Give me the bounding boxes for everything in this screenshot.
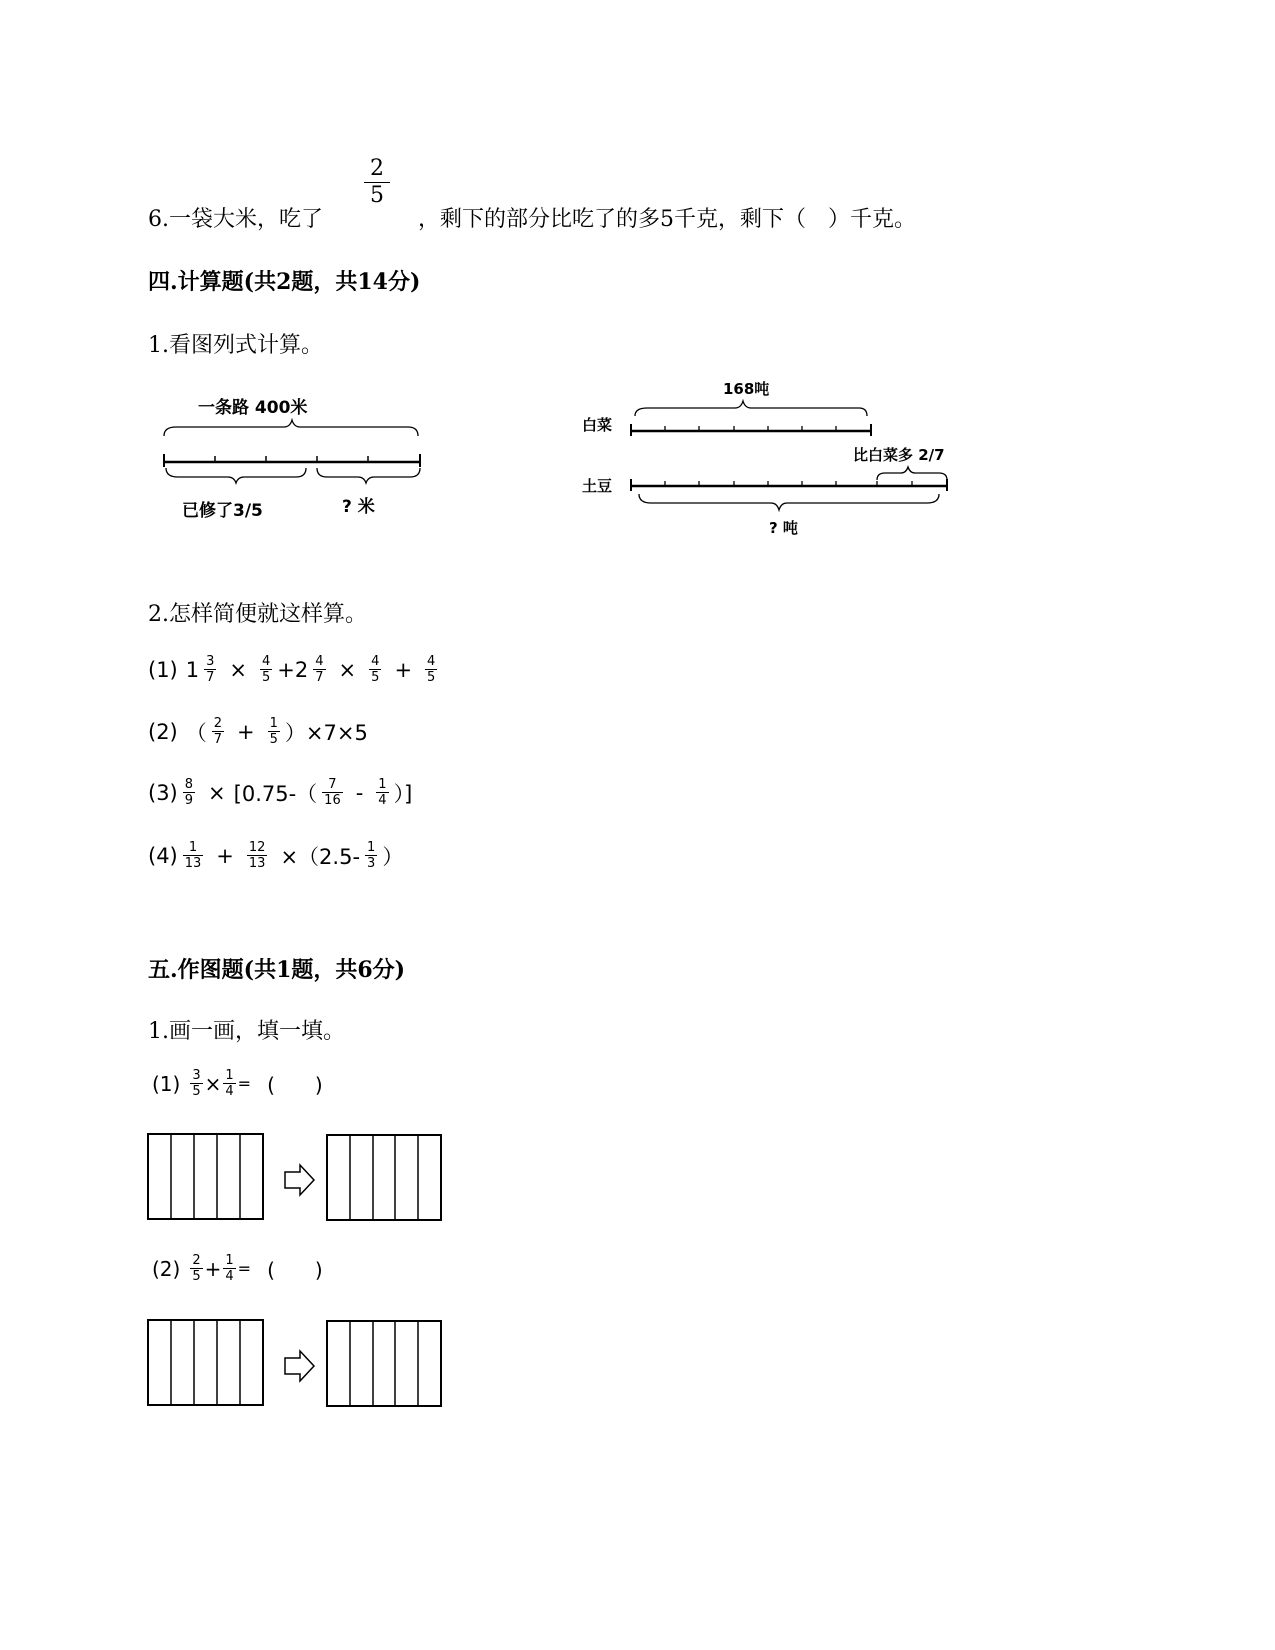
- potato-brace: [639, 494, 939, 510]
- fraction: $\frac{12}{13}$: [248, 840, 266, 871]
- cabbage-total-label: 168吨: [723, 380, 770, 398]
- mixed-number: +2: [277, 657, 309, 682]
- fraction: $\frac{8}{9}$: [184, 777, 194, 808]
- section-4-title: 四.计算题(共2题，共14分): [148, 269, 421, 295]
- cabbage-label: 白菜: [582, 416, 613, 434]
- operator: +: [204, 1256, 222, 1281]
- equals: =: [237, 1259, 252, 1278]
- paren-close-rest: ）×7×5: [284, 720, 368, 745]
- vegetable-diagram: [575, 372, 985, 552]
- problem-index: (2): [152, 1256, 181, 1281]
- grid-right: [327, 1135, 441, 1220]
- fraction: $\frac{4}{5}$: [262, 654, 271, 685]
- fraction: $\frac{1}{4}$: [225, 1253, 234, 1284]
- road-total-brace: [164, 420, 418, 436]
- expression-4: [148, 840, 403, 871]
- fraction: $\frac{1}{3}$: [367, 840, 376, 871]
- paren-expression: ×（2.5-: [280, 844, 361, 869]
- section-4-q2-text: 2.怎样简便就这样算。: [148, 602, 367, 627]
- fraction: $\frac{1}{4}$: [225, 1068, 234, 1099]
- expression-index: (3): [148, 780, 178, 805]
- expression-2: [148, 716, 368, 747]
- question-6-fraction: [364, 157, 390, 208]
- fraction-denominator: 5: [370, 183, 384, 208]
- section-4-q1-text: 1.看图列式计算。: [148, 333, 323, 358]
- bracket-close: ）]: [393, 781, 413, 806]
- operator: -: [355, 780, 364, 805]
- more-than-label: 比白菜多 2/7: [853, 446, 945, 464]
- draw-problem-1: [152, 1068, 323, 1099]
- road-total-label: 一条路 400米: [198, 398, 308, 418]
- bracket-expression: [0.75-（: [233, 781, 318, 806]
- paren-open: （: [185, 720, 207, 745]
- road-fixed-brace: [166, 468, 306, 483]
- question-6-before: 6.一袋大米，吃了: [148, 207, 323, 232]
- expression-3: [148, 777, 412, 808]
- more-brace: [877, 467, 947, 480]
- cabbage-brace: [635, 401, 867, 416]
- problem-index: (1): [152, 1071, 181, 1096]
- fraction: $\frac{3}{7}$: [206, 654, 215, 685]
- grid-right: [327, 1321, 441, 1406]
- arrow-right-icon: [285, 1351, 314, 1381]
- operator: +: [216, 843, 234, 868]
- operator: ×: [229, 657, 248, 682]
- draw-figure-1: [146, 1132, 446, 1224]
- expression-index: (4): [148, 843, 178, 868]
- expression-index: (2): [148, 719, 178, 744]
- road-unknown-brace: [317, 468, 420, 483]
- operator: +: [394, 657, 413, 682]
- expression-1: [148, 654, 442, 685]
- potato-unknown-label: ? 吨: [769, 519, 798, 537]
- fraction: $\frac{2}{7}$: [213, 716, 223, 747]
- answer-blank: ( ): [267, 1073, 323, 1097]
- fraction: $\frac{2}{5}$: [192, 1253, 201, 1284]
- draw-problem-2: [152, 1253, 323, 1284]
- operator: ×: [338, 657, 357, 682]
- road-unknown-label: ? 米: [342, 497, 375, 517]
- fraction: $\frac{4}{5}$: [427, 654, 436, 685]
- fraction: $\frac{1}{4}$: [378, 777, 387, 808]
- answer-blank: ( ): [267, 1258, 323, 1282]
- section-5-title: 五.作图题(共1题，共6分): [148, 957, 406, 983]
- fraction-numerator: 2: [370, 156, 384, 181]
- fraction: $\frac{4}{7}$: [315, 654, 324, 685]
- operator: +: [237, 719, 255, 744]
- road-fixed-label: 已修了3/5: [182, 501, 263, 521]
- whole-number: 1: [185, 657, 200, 682]
- section-5-q1-text: 1.画一画，填一填。: [148, 1019, 345, 1044]
- operator: ×: [208, 780, 226, 805]
- equals: =: [237, 1074, 252, 1093]
- fraction: $\frac{7}{16}$: [324, 777, 341, 808]
- draw-figure-2: [146, 1318, 446, 1410]
- operator: ×: [204, 1071, 222, 1096]
- grid-left: [148, 1134, 263, 1219]
- grid-left: [148, 1320, 263, 1405]
- road-diagram: [150, 385, 440, 530]
- paren-close: ）: [382, 844, 404, 869]
- fraction: $\frac{3}{5}$: [192, 1068, 201, 1099]
- fraction: $\frac{1}{5}$: [269, 716, 278, 747]
- question-6-after: ，剩下的部分比吃了的多5千克，剩下（ ）千克。: [418, 207, 916, 232]
- fraction: $\frac{4}{5}$: [371, 654, 380, 685]
- arrow-right-icon: [285, 1165, 314, 1195]
- potato-label: 土豆: [582, 477, 613, 495]
- expression-index: (1): [148, 657, 178, 682]
- fraction: $\frac{1}{13}$: [184, 840, 202, 871]
